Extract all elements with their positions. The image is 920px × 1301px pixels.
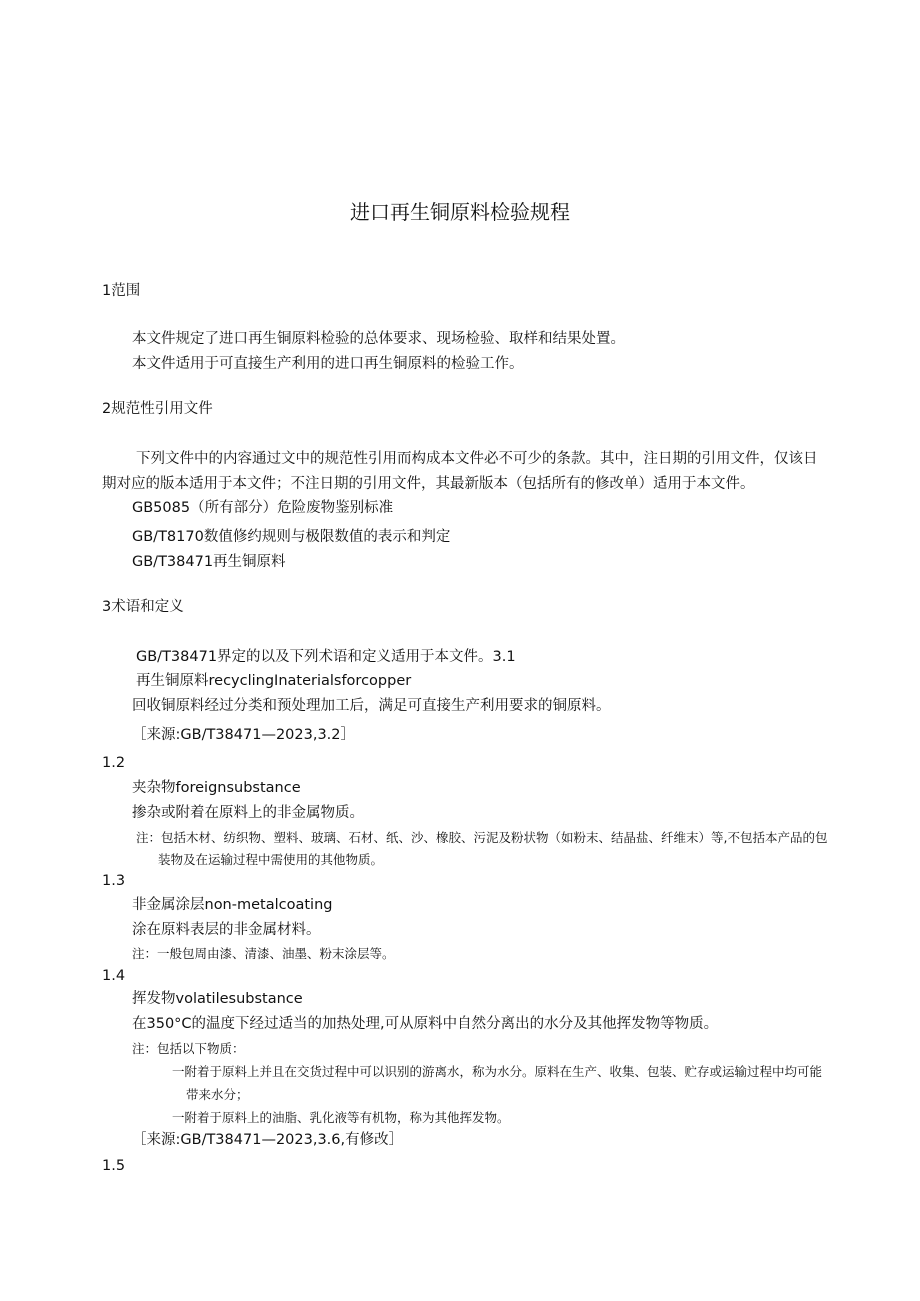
term-3-definition: 涂在原料表层的非金属材料。 bbox=[132, 922, 321, 938]
section-3-intro: GB/T38471界定的以及下列术语和定义适用于本文件。3.1 bbox=[136, 649, 516, 665]
section-2-paragraph-line-2: 期对应的版本适用于本文件；不注日期的引用文件，其最新版本（包括所有的修改单）适用于本文件。 bbox=[102, 476, 755, 492]
term-4-definition: 在350°C的温度下经过适当的加热处理,可从原料中自然分离出的水分及其他挥发物等物质。 bbox=[132, 1016, 719, 1032]
term-4-note-item-a-line-1: 一附着于原料上并且在交货过程中可以识别的游离水，称为水分。原料在生产、收集、包装、贮存或运输过程中均可能 bbox=[172, 1064, 823, 1079]
term-1-source: ［来源:GB/T38471—2023,3.2］ bbox=[132, 727, 356, 743]
reference-item: GB5085（所有部分）危险废物鉴别标准 bbox=[132, 500, 394, 516]
term-5-number: 1.5 bbox=[102, 1158, 126, 1174]
term-4-note-intro: 注：包括以下物质： bbox=[132, 1041, 245, 1056]
term-2-definition: 掺杂或附着在原料上的非金属物质。 bbox=[132, 805, 364, 821]
section-2-paragraph-line-1: 下列文件中的内容通过文中的规范性引用而构成本文件必不可少的条款。其中，注日期的引用文件，仅该日 bbox=[136, 451, 818, 467]
section-3-heading: 3术语和定义 bbox=[102, 599, 184, 615]
term-4-note-item-b: 一附着于原料上的油脂、乳化液等有机物，称为其他挥发物。 bbox=[172, 1110, 510, 1125]
term-3-note: 注：一般包周由漆、清漆、油墨、粉末涂层等。 bbox=[132, 946, 395, 961]
term-2-note-line-1: 注：包括木材、纺织物、塑料、玻璃、石材、纸、沙、橡胶、污泥及粉状物（如粉末、结晶盐、纤维末）等,不包括本产品的包 bbox=[136, 830, 828, 845]
term-2-number: 1.2 bbox=[102, 755, 126, 771]
term-1-definition: 回收铜原料经过分类和预处理加工后，满足可直接生产利用要求的铜原料。 bbox=[132, 698, 611, 714]
section-1-heading: 1范围 bbox=[102, 283, 141, 299]
section-1-paragraph-2: 本文件适用于可直接生产利用的进口再生铜原料的检验工作。 bbox=[132, 356, 524, 372]
term-2-name: 夹杂物foreignsubstance bbox=[132, 780, 301, 796]
reference-item: GB/T38471再生铜原料 bbox=[132, 554, 286, 570]
section-2-heading: 2规范性引用文件 bbox=[102, 401, 213, 417]
term-3-name: 非金属涂层non-metalcoating bbox=[132, 897, 333, 913]
term-4-number: 1.4 bbox=[102, 968, 126, 984]
term-4-name: 挥发物volatilesubstance bbox=[132, 991, 303, 1007]
term-2-note-line-2: 装物及在运输过程中需使用的其他物质。 bbox=[158, 852, 384, 867]
term-4-note-item-a-line-2: 带来水分； bbox=[186, 1087, 249, 1102]
page-title: 进口再生铜原料检验规程 bbox=[350, 200, 570, 224]
reference-item: GB/T8170数值修约规则与极限数值的表示和判定 bbox=[132, 529, 451, 545]
term-1-name: 再生铜原料recyclingInaterialsforcopper bbox=[136, 673, 412, 689]
term-3-number: 1.3 bbox=[102, 873, 126, 889]
term-4-source: ［来源:GB/T38471—2023,3.6,有修改］ bbox=[132, 1132, 404, 1148]
section-1-paragraph-1: 本文件规定了进口再生铜原料检验的总体要求、现场检验、取样和结果处置。 bbox=[132, 331, 625, 347]
